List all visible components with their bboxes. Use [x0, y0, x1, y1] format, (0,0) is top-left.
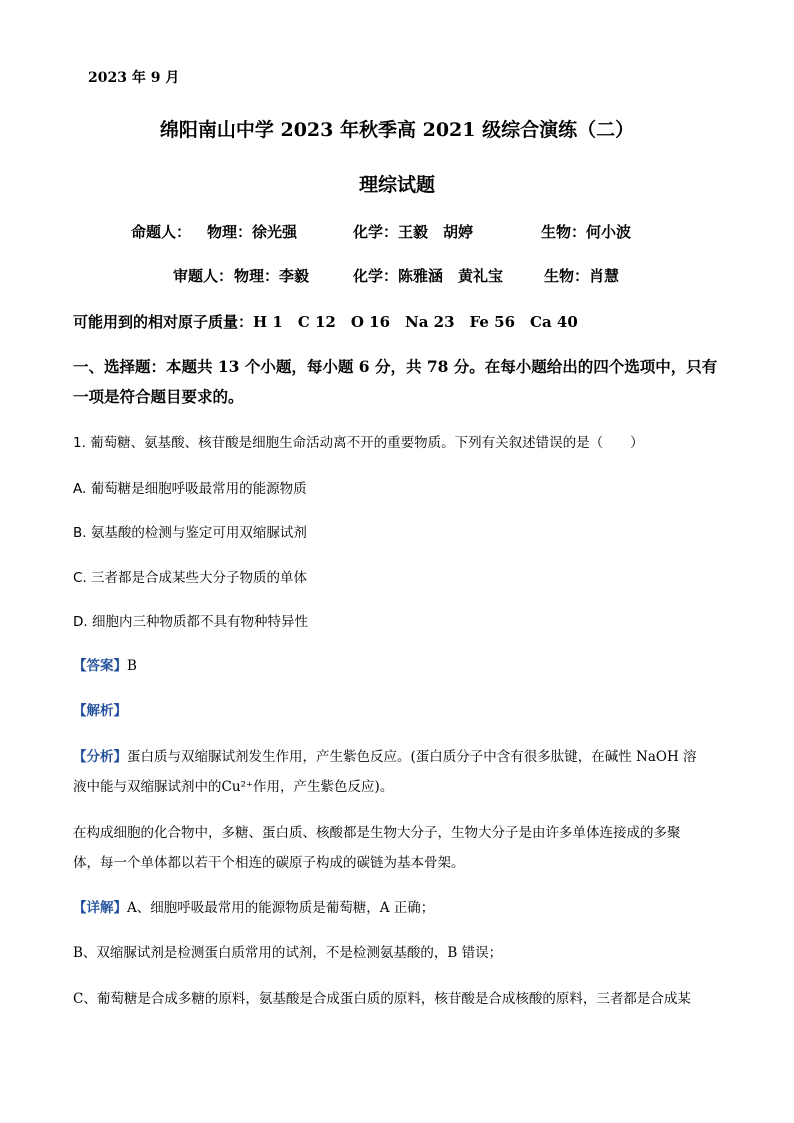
fenxi-label: 【分析】 — [73, 749, 127, 765]
option-b: B. 氨基酸的检测与鉴定可用双缩脲试剂 — [73, 525, 307, 541]
fenxi-line2: 液中能与双缩脲试剂中的Cu²⁺作用，产生紫色反应)。 — [73, 779, 394, 795]
section-heading-line1: 一、选择题：本题共 13 个小题，每小题 6 分，共 78 分。在每小题给出的四个选项中，只有 — [73, 357, 718, 376]
authors-label: 命题人： — [131, 223, 192, 241]
detail-c-line: C、葡萄糖是合成多糖的原料，氨基酸是合成蛋白质的原料，核苷酸是合成核酸的原料，三者都是合成某 — [73, 991, 691, 1007]
fenxi-line1 — [73, 745, 697, 765]
option-a: A. 葡萄糖是细胞呼吸最常用的能源物质 — [73, 481, 307, 497]
atomic-masses: 可能用到的相对原子质量：H 1 C 12 O 16 Na 23 Fe 56 Ca 40 — [73, 313, 578, 331]
exam-date: 2023 年 9 月 — [88, 70, 180, 86]
authors-biology: 生物：何小波 — [541, 223, 632, 241]
answer-value: B — [127, 658, 137, 674]
detail-a-line — [73, 896, 434, 916]
paragraph-line2: 体，每一个单体都以若干个相连的碳原子构成的碳链为基本骨架。 — [73, 855, 465, 871]
reviewers-label: 审题人： — [173, 267, 234, 285]
detail-label: 【详解】 — [73, 900, 127, 916]
authors-physics: 物理：徐光强 — [207, 223, 298, 241]
reviewers-physics: 物理：李毅 — [234, 267, 310, 285]
page-subtitle: 理综试题 — [358, 174, 435, 196]
section-heading-line2: 一项是符合题目要求的。 — [73, 387, 244, 406]
paragraph-line1: 在构成细胞的化合物中，多糖、蛋白质、核酸都是生物大分子，生物大分子是由许多单体连接成的多聚 — [73, 825, 681, 841]
option-c: C. 三者都是合成某些大分子物质的单体 — [73, 570, 308, 586]
question-stem: 1. 葡萄糖、氨基酸、核苷酸是细胞生命活动离不开的重要物质。下列有关叙述错误的是（ ） — [73, 435, 644, 451]
fenxi-text1: 蛋白质与双缩脲试剂发生作用，产生紫色反应。(蛋白质分子中含有很多肽键，在碱性 NaOH 溶 — [127, 749, 697, 765]
detail-a-text: A、细胞呼吸最常用的能源物质是葡萄糖，A 正确； — [127, 900, 435, 916]
answer-label: 【答案】 — [73, 658, 127, 674]
option-d: D. 细胞内三种物质都不具有物种特异性 — [73, 614, 308, 630]
page-title: 绵阳南山中学 2023 年秋季高 2021 级综合演练（二） — [159, 119, 635, 141]
reviewers-biology: 生物：肖慧 — [544, 267, 620, 285]
analysis-label: 【解析】 — [73, 703, 127, 719]
detail-b-line: B、双缩脲试剂是检测蛋白质常用的试剂，不是检测氨基酸的，B 错误； — [73, 945, 503, 961]
authors-chemistry: 化学：王毅 胡婷 — [353, 223, 474, 241]
reviewers-chemistry: 化学：陈雅涵 黄礼宝 — [353, 267, 504, 285]
answer-line — [73, 654, 137, 674]
analysis-line — [73, 699, 127, 719]
